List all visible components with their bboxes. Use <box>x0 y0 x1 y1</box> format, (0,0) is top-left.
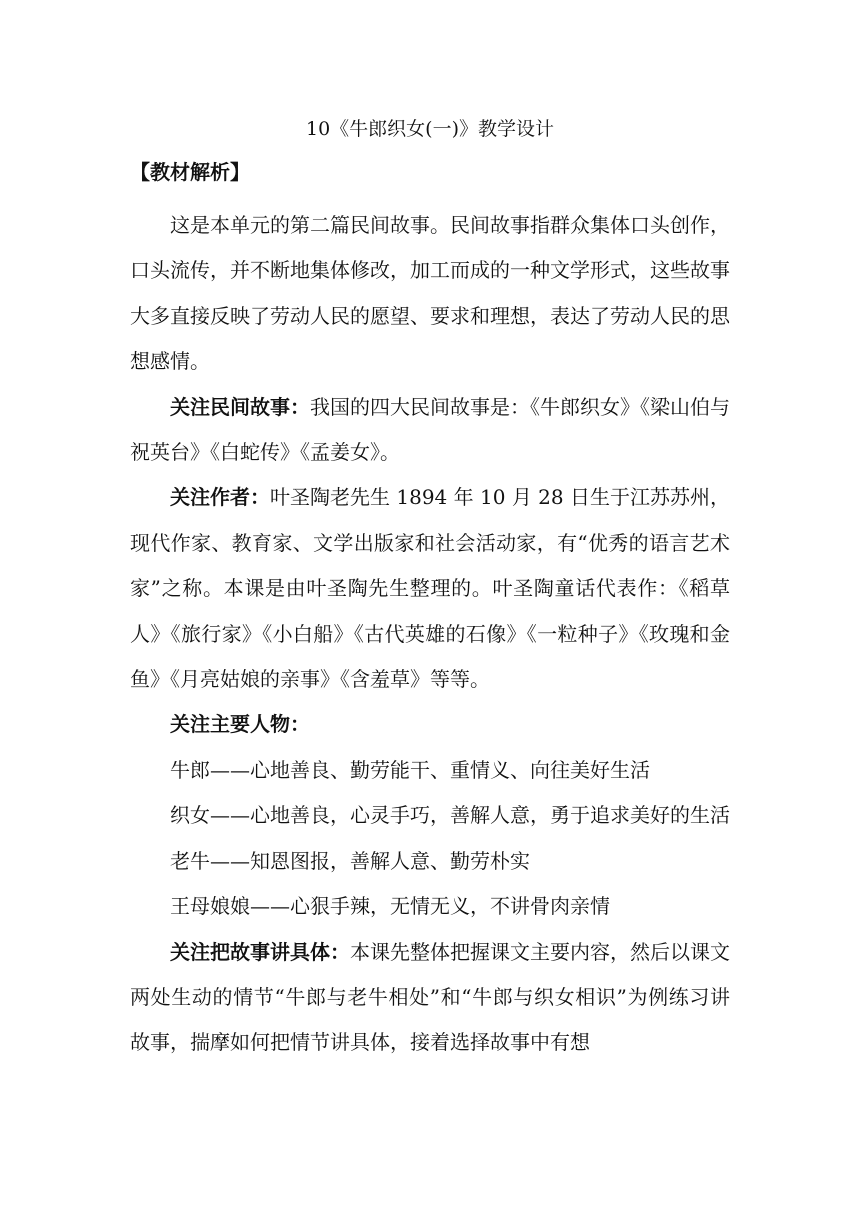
document-body <box>130 203 730 1066</box>
character-item: 王母娘娘——心狠手辣，无情无义，不讲骨肉亲情 <box>170 894 610 919</box>
folk-tales-label: 关注民间故事： <box>170 394 310 419</box>
storytelling-label: 关注把故事讲具体： <box>170 939 350 964</box>
folk-tales-paragraph <box>130 385 730 476</box>
characters-label: 关注主要人物： <box>170 712 310 737</box>
author-label: 关注作者： <box>170 485 271 510</box>
intro-paragraph: 这是本单元的第二篇民间故事。民间故事指群众集体口头创作，口头流传，并不断地集体修改，加工而成的一种文学形式，这些故事大多直接反映了劳动人民的愿望、要求和理想，表达了劳动人民的思想感情。 <box>130 213 730 374</box>
section-header: 【教材解析】 <box>130 160 250 184</box>
author-text: 叶圣陶老先生 1894 年 10 月 28 日生于江苏苏州，现代作家、教育家、文学出版家和社会活动家，有“优秀的语言艺术家”之称。本课是由叶圣陶先生整理的。叶圣陶童话代表作：《稻草人》《旅行家》《小白船》《古代英雄的石像》《一粒种子》《玫瑰和金鱼》《月亮姑娘的亲事》《含羞草》等等。 <box>130 485 730 692</box>
storytelling-paragraph <box>130 930 730 1066</box>
author-paragraph <box>130 475 730 702</box>
storytelling-text: 本课先整体把握课文主要内容，然后以课文两处生动的情节“牛郎与老牛相处”和“牛郎与织女相识”为例练习讲故事，揣摩如何把情节讲具体，接着选择故事中有想 <box>130 939 730 1055</box>
character-item: 织女——心地善良，心灵手巧，善解人意，勇于追求美好的生活 <box>170 803 730 828</box>
folk-tales-text: 我国的四大民间故事是：《牛郎织女》《梁山伯与祝英台》《白蛇传》《孟姜女》。 <box>130 394 730 465</box>
character-item: 牛郎——心地善良、勤劳能干、重情义、向往美好生活 <box>170 757 650 782</box>
document-title: 10《牛郎织女(一)》教学设计 <box>305 118 554 140</box>
character-item: 老牛——知恩图报，善解人意、勤劳朴实 <box>170 848 530 873</box>
characters-heading <box>130 702 730 747</box>
